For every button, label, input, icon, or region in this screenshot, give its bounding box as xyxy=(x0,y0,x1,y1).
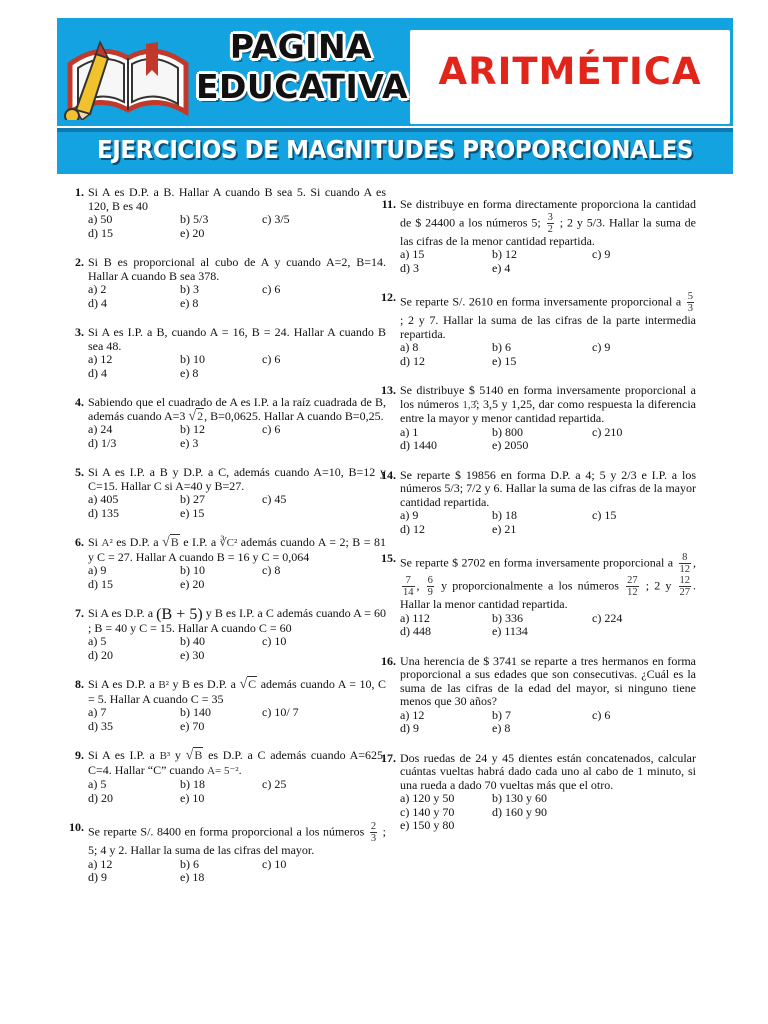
options xyxy=(88,706,386,733)
option-a: a) 405 xyxy=(88,492,119,506)
option-e: e) 8 xyxy=(180,365,199,380)
problem-number: 7. xyxy=(75,606,84,620)
fraction xyxy=(402,575,415,598)
radicand: B xyxy=(194,748,203,762)
denominator: 3 xyxy=(687,303,694,314)
option-b: b) 7 xyxy=(492,707,511,722)
option-e: e) 15 xyxy=(180,505,205,520)
option-e: e) 18 xyxy=(180,870,205,884)
problem-statement: Si A es I.P. a B³ y √B es D.P. a C además cuando A=625, C=4. Hallar “C” cuando A= 5⁻². xyxy=(88,748,387,777)
options xyxy=(400,341,696,368)
fraction xyxy=(687,291,694,314)
option-e: e) 20 xyxy=(180,576,205,591)
problem-statement: Se reparte $ 2702 en forma inversamente proporcional a $\frac{8}{12}$ , $\frac{7}{14}$ , $\frac{6}{9}$ y proporcionalmente a los números $\frac{27}{12}$ ; 2 y $\frac{12}{27}$ . Hallar la menor cantidad repartida. xyxy=(400,552,697,611)
option-c: c) 3/5 xyxy=(262,212,290,226)
option-e: e) 10 xyxy=(180,790,205,805)
problem-statement: Si B es proporcional al cubo de A y cuando A=2, B=14. Hallar A cuando B sea 378. xyxy=(88,255,386,283)
option-e: e) 2050 xyxy=(492,438,529,452)
problem-number: 13. xyxy=(381,383,396,397)
option-d: d) 20 xyxy=(88,790,113,805)
numerator: 8 xyxy=(679,552,692,564)
options xyxy=(88,283,386,310)
option-b: b) 130 y 60 xyxy=(492,791,547,805)
option-d: d) 1/3 xyxy=(88,435,117,450)
option-c: c) 6 xyxy=(592,707,611,722)
option-b: b) 5/3 xyxy=(180,212,209,226)
option-a: a) 9 xyxy=(400,508,419,522)
options xyxy=(88,213,386,240)
statement-part: Se distribuye en forma directamente proporciona la cantidad de $ 24400 a los números 5; xyxy=(400,197,696,229)
option-b: b) 10 xyxy=(180,352,205,366)
options xyxy=(400,612,696,639)
option-c: c) 10/ 7 xyxy=(262,705,299,719)
option-d: d) 9 xyxy=(400,721,419,735)
problem-number: 3. xyxy=(75,325,84,339)
option-e: e) 4 xyxy=(492,260,511,275)
option-a: a) 12 xyxy=(400,707,425,722)
sqrt-expression: √B xyxy=(162,535,179,550)
option-b: b) 336 xyxy=(492,610,523,625)
option-a: a) 12 xyxy=(88,856,113,871)
problem-number: 10. xyxy=(69,820,84,834)
option-d: d) 135 xyxy=(88,505,119,520)
statement-part: Si A es I.P. a xyxy=(88,748,155,762)
title-bar xyxy=(57,128,733,174)
option-a: a) 112 xyxy=(400,610,430,625)
option-a: a) 15 xyxy=(400,247,425,261)
option-b: b) 27 xyxy=(180,492,205,506)
denominator: 27 xyxy=(679,587,691,598)
statement-part: ; 5; 4 y 2. Hallar la suma de las cifras del mayor. xyxy=(88,824,387,857)
sqrt-expression: √B xyxy=(185,748,203,763)
statement-part: . Hallar la menor cantidad repartida. xyxy=(400,578,697,611)
option-b: b) 800 xyxy=(492,424,523,439)
numerator: 6 xyxy=(427,575,433,586)
options xyxy=(400,248,696,275)
problem-number: 4. xyxy=(75,395,84,409)
numerator: 2 xyxy=(370,821,377,832)
option-a: a) 2 xyxy=(88,282,107,296)
problem-statement: Se reparte $ 19856 en forma D.P. a 4; 5 y 2/3 e I.P. a los números 5/3; 7/2 y 6. Hallar la suma de las cifras de la mayor cantidad repartida. xyxy=(400,467,696,509)
option-a: a) 12 xyxy=(88,352,113,366)
option-c: c) 8 xyxy=(262,563,281,577)
option-e: e) 8 xyxy=(492,721,511,735)
problem-number: 16. xyxy=(381,653,396,668)
problem-number: 5. xyxy=(75,465,84,479)
statement-part: Si A es D.P. a xyxy=(88,677,155,691)
option-c: c) 210 xyxy=(592,424,623,439)
option-a: a) 7 xyxy=(88,705,107,719)
option-e: e) 21 xyxy=(492,521,517,536)
problem-1 xyxy=(75,185,386,240)
option-e: e) 1134 xyxy=(492,624,528,638)
option-a: a) 1 xyxy=(400,424,419,439)
option-d: d) 9 xyxy=(88,870,107,884)
problem-number: 1. xyxy=(75,185,84,199)
option-a: a) 50 xyxy=(88,212,113,226)
right-column xyxy=(381,186,697,849)
option-c: c) 224 xyxy=(592,610,623,625)
option-a: a) 5 xyxy=(88,634,107,648)
problem-4 xyxy=(75,395,386,450)
options xyxy=(400,509,696,536)
option-c: c) 10 xyxy=(262,856,287,871)
option-e: e) 15 xyxy=(492,353,517,368)
fraction xyxy=(626,575,639,598)
problem-number: 17. xyxy=(381,750,396,765)
problem-statement xyxy=(400,198,696,248)
statement-part: es D.P. a xyxy=(116,535,159,549)
denominator: 9 xyxy=(427,587,433,598)
math-expression: B³ xyxy=(159,750,171,762)
fraction xyxy=(370,821,377,844)
option-c: c) 9 xyxy=(592,340,611,354)
problem-number: 2. xyxy=(75,255,84,269)
denominator: 3 xyxy=(370,833,377,844)
statement-part: Si xyxy=(88,535,99,549)
option-e: e) 150 y 80 xyxy=(400,818,455,832)
option-b: b) 12 xyxy=(180,422,205,436)
problem-11 xyxy=(381,197,697,275)
statement-part: Si A es D.P. a xyxy=(88,606,154,620)
statement-part: y B es D.P. a xyxy=(172,677,236,691)
statement-part: , B=0,0625. Hallar A cuando B=0,25. xyxy=(204,408,384,423)
numerator: 5 xyxy=(687,291,694,302)
math-expression: 1,3̂ xyxy=(462,398,477,411)
math-expression: B² xyxy=(158,679,169,691)
statement-part: Se distribuye $ 5140 en forma inversamente proporcional a los números xyxy=(400,383,696,411)
fraction xyxy=(679,575,692,598)
denominator: 2 xyxy=(547,223,553,235)
math-expression: ∛C² xyxy=(219,537,238,549)
problem-9 xyxy=(75,748,387,805)
option-b: b) 40 xyxy=(180,634,205,648)
problem-16 xyxy=(381,653,696,736)
statement-part: Se reparte S/. 8400 en forma proporcional a los números xyxy=(88,824,365,839)
problem-7 xyxy=(75,606,387,662)
fraction xyxy=(427,575,434,598)
option-d: d) 15 xyxy=(88,576,113,591)
options xyxy=(400,426,696,453)
options xyxy=(88,778,386,805)
page-title: EJERCICIOS DE MAGNITUDES PROPORCIONALES xyxy=(97,135,693,164)
option-e: e) 70 xyxy=(180,718,205,733)
problem-8 xyxy=(75,677,387,733)
numerator: 7 xyxy=(402,575,415,587)
option-c: c) 15 xyxy=(592,508,617,522)
problem-number: 15. xyxy=(381,551,396,565)
problem-statement xyxy=(88,536,386,564)
radicand: C xyxy=(248,677,257,691)
problem-10 xyxy=(69,820,387,885)
numerator: 27 xyxy=(627,575,638,586)
problem-5 xyxy=(75,465,386,520)
option-b: b) 18 xyxy=(180,777,205,791)
statement-part: Se reparte $ 2702 en forma inversamente proporcional a xyxy=(400,555,674,570)
option-d: d) 12 xyxy=(400,353,425,368)
problem-statement: Dos ruedas de 24 y 45 dientes están concatenados, calcular cuántas vueltas habrá dado cada uno al cabo de 1 minuto, si una rueda a dado 70 vueltas más que el otro. xyxy=(400,750,696,792)
math-expression: A² xyxy=(101,537,113,549)
option-d: d) 3 xyxy=(400,260,419,275)
statement-part: y xyxy=(174,748,181,762)
problem-14 xyxy=(381,467,696,537)
statement-part: y proporcionalmente a los números xyxy=(441,578,619,593)
option-c: c) 6 xyxy=(262,352,281,366)
problem-15 xyxy=(381,551,697,639)
statement-part: ; 2 y 7. Hallar la suma de las cifras de la parte intermedia repartida. xyxy=(400,313,696,341)
statement-part: ; 2 y 5/3. Hallar la suma de las cifras de la menor cantidad repartida. xyxy=(400,214,697,248)
problem-statement xyxy=(88,607,386,635)
radicand: B xyxy=(170,535,179,549)
brand-line-2: EDUCATIVA xyxy=(196,67,409,106)
problem-6 xyxy=(75,535,387,591)
options xyxy=(400,709,696,736)
option-c: c) 6 xyxy=(262,282,281,296)
book-pencil-logo xyxy=(62,24,194,120)
problem-statement xyxy=(400,384,696,426)
left-column xyxy=(69,185,387,901)
sqrt-expression: √2 xyxy=(188,408,204,424)
option-b: b) 6 xyxy=(180,856,199,871)
denominator: 12 xyxy=(679,564,690,575)
option-d: d) 4 xyxy=(88,365,107,380)
option-c: c) 10 xyxy=(262,634,287,648)
option-d: d) 4 xyxy=(88,295,107,310)
options xyxy=(88,493,386,520)
option-e: e) 8 xyxy=(180,295,199,310)
problem-statement xyxy=(88,678,386,706)
statement-part: es D.P. a C además cuando A=625, C=4. Hallar “C” cuando xyxy=(88,748,387,777)
options xyxy=(88,635,386,662)
problem-number: 14. xyxy=(381,467,396,482)
option-a: a) 120 y 50 xyxy=(400,791,455,805)
option-d: d) 448 xyxy=(400,624,431,638)
math-expression: A= 5⁻² xyxy=(207,764,239,777)
options xyxy=(88,858,386,885)
option-d: d) 15 xyxy=(88,225,113,240)
option-c: c) 45 xyxy=(262,492,287,506)
statement-part: ; 2 y xyxy=(645,578,672,593)
option-e: e) 3 xyxy=(180,435,199,450)
option-b: b) 140 xyxy=(180,705,211,719)
problem-statement: Si A es I.P. a B, cuando A = 16, B = 24. Hallar A cuando B sea 48. xyxy=(88,325,386,353)
problem-statement: Una herencia de $ 3741 se reparte a tres hermanos en forma proporcional a sus edades que son consecutivas. ¿Cuál es la suma de las cifras de la edad del mayor, si ninguno tiene menos que 30 años? xyxy=(400,653,696,708)
option-b: b) 18 xyxy=(492,508,517,522)
numerator: 3 xyxy=(547,211,553,223)
problem-statement xyxy=(400,291,696,341)
problem-number: 12. xyxy=(381,290,396,304)
option-e: e) 20 xyxy=(180,225,205,240)
sqrt-expression: √C xyxy=(239,677,257,692)
problem-17 xyxy=(381,750,696,833)
problem-number: 11. xyxy=(381,197,396,211)
option-b: b) 10 xyxy=(180,563,205,577)
option-c: c) 140 y 70 xyxy=(400,804,455,819)
options xyxy=(400,792,696,833)
statement-part: Sabiendo que el cuadrado de A es I.P. a la raíz cuadrada de B, además cuando A=3 xyxy=(88,395,386,423)
subject-title: ARITMÉTICA xyxy=(438,50,702,93)
problem-statement xyxy=(88,821,386,858)
option-b: b) 3 xyxy=(180,282,199,296)
option-c: c) 6 xyxy=(262,422,281,436)
radicand: 2 xyxy=(197,408,204,423)
problem-2 xyxy=(75,255,386,310)
options xyxy=(88,353,386,380)
options xyxy=(88,564,386,591)
option-c: c) 25 xyxy=(262,777,287,791)
option-d: d) 1440 xyxy=(400,438,437,452)
problem-statement xyxy=(88,396,386,423)
options xyxy=(88,423,386,450)
denominator: 14 xyxy=(403,587,414,598)
statement-part: además cuando A = 10, C = 5. Hallar A cuando C = 35 xyxy=(88,677,387,706)
option-a: a) 24 xyxy=(88,422,113,436)
subject-box xyxy=(410,30,730,124)
problem-13 xyxy=(381,383,696,453)
statement-part: y B es I.P. a C además cuando A = 60 ; B = 40 y C = 15. Hallar A cuando C = 60 xyxy=(88,606,387,635)
problem-number: 8. xyxy=(75,677,84,691)
brand-line-1: PAGINA xyxy=(229,27,373,66)
option-a: a) 9 xyxy=(88,563,107,577)
math-expression: (B + 5) xyxy=(156,606,203,623)
problem-statement: Si A es D.P. a B. Hallar A cuando B sea 5. Si cuando A es 120, B es 40 xyxy=(88,185,386,213)
option-a: a) 5 xyxy=(88,777,107,791)
brand-name xyxy=(196,27,409,107)
fraction xyxy=(547,212,554,235)
statement-part: además cuando A = 2; B = 81 y C = 27. Hallar A cuando B = 16 y C = 0,064 xyxy=(88,535,387,564)
problem-number: 9. xyxy=(75,748,84,762)
option-a: a) 8 xyxy=(400,340,419,354)
option-d: d) 160 y 90 xyxy=(492,804,547,819)
option-d: d) 35 xyxy=(88,718,113,733)
statement-part: ; 3,5 y 1,25, dar como respuesta la diferencia entre la mayor y menor cantidad repartida. xyxy=(400,396,696,425)
option-d: d) 12 xyxy=(400,521,425,536)
problem-number: 6. xyxy=(75,535,84,549)
fraction xyxy=(679,552,692,575)
option-d: d) 20 xyxy=(88,647,113,662)
option-b: b) 12 xyxy=(492,247,517,261)
option-e: e) 30 xyxy=(180,647,205,662)
problem-3 xyxy=(75,325,386,380)
option-c: c) 9 xyxy=(592,247,611,261)
statement-part: Se reparte S/. 2610 en forma inversamente proporcional a xyxy=(400,294,682,309)
denominator: 12 xyxy=(627,587,638,598)
numerator: 12 xyxy=(679,575,691,586)
problem-statement: Si A es I.P. a B y D.P. a C, además cuando A=10, B=12 y C=15. Hallar C si A=40 y B=27. xyxy=(88,465,386,493)
statement-part: e I.P. a xyxy=(183,535,217,549)
option-b: b) 6 xyxy=(492,340,511,354)
problem-12 xyxy=(381,290,696,368)
